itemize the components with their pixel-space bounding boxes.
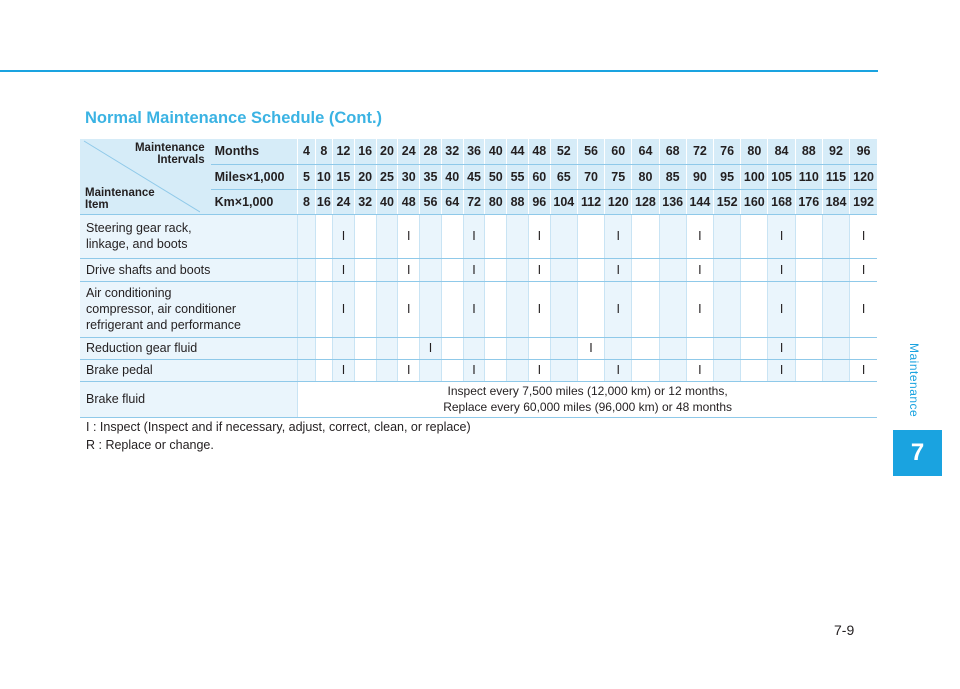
schedule-cell: I bbox=[398, 281, 420, 337]
schedule-cell bbox=[714, 337, 741, 359]
schedule-cell bbox=[659, 258, 686, 281]
schedule-cell bbox=[550, 337, 577, 359]
interval-value: 36 bbox=[463, 139, 485, 164]
schedule-cell bbox=[550, 281, 577, 337]
schedule-cell bbox=[577, 281, 604, 337]
schedule-cell: I bbox=[577, 337, 604, 359]
schedule-cell: I bbox=[768, 258, 795, 281]
schedule-cell bbox=[420, 214, 442, 258]
interval-value: 60 bbox=[605, 139, 632, 164]
table-row bbox=[80, 258, 877, 281]
interval-value: 16 bbox=[354, 139, 376, 164]
schedule-cell bbox=[659, 337, 686, 359]
schedule-cell: I bbox=[398, 258, 420, 281]
schedule-cell bbox=[795, 359, 822, 381]
interval-value: 40 bbox=[441, 164, 463, 189]
schedule-cell bbox=[795, 337, 822, 359]
schedule-cell: I bbox=[463, 359, 485, 381]
interval-value: 72 bbox=[463, 189, 485, 214]
maintenance-item-name: Brake fluid bbox=[80, 381, 298, 417]
schedule-cell: I bbox=[333, 359, 355, 381]
schedule-cell bbox=[485, 359, 507, 381]
schedule-cell bbox=[822, 281, 849, 337]
schedule-cell: I bbox=[463, 258, 485, 281]
schedule-cell bbox=[354, 281, 376, 337]
interval-value: 24 bbox=[333, 189, 355, 214]
schedule-cell: I bbox=[605, 214, 632, 258]
table-row bbox=[80, 381, 877, 417]
interval-value: 110 bbox=[795, 164, 822, 189]
interval-value: 100 bbox=[741, 164, 768, 189]
schedule-cell: I bbox=[333, 281, 355, 337]
schedule-cell bbox=[507, 214, 529, 258]
schedule-cell: I bbox=[768, 214, 795, 258]
maintenance-item-name: Steering gear rack, linkage, and boots bbox=[80, 214, 298, 258]
interval-value: 50 bbox=[485, 164, 507, 189]
interval-value: 24 bbox=[398, 139, 420, 164]
schedule-cell bbox=[795, 258, 822, 281]
schedule-cell bbox=[354, 214, 376, 258]
interval-value: 52 bbox=[550, 139, 577, 164]
schedule-cell bbox=[632, 337, 659, 359]
interval-value: 5 bbox=[298, 164, 315, 189]
schedule-cell bbox=[507, 281, 529, 337]
interval-value: 136 bbox=[659, 189, 686, 214]
interval-value: 80 bbox=[741, 139, 768, 164]
schedule-cell: I bbox=[768, 337, 795, 359]
schedule-cell bbox=[376, 258, 398, 281]
top-rule bbox=[0, 70, 878, 72]
schedule-cell bbox=[577, 258, 604, 281]
table-row bbox=[80, 337, 877, 359]
schedule-cell bbox=[298, 214, 315, 258]
page-title: Normal Maintenance Schedule (Cont.) bbox=[85, 109, 383, 127]
schedule-cell bbox=[354, 337, 376, 359]
interval-value: 8 bbox=[315, 139, 332, 164]
interval-value: 96 bbox=[850, 139, 877, 164]
interval-value: 144 bbox=[686, 189, 713, 214]
schedule-cell bbox=[741, 359, 768, 381]
schedule-cell bbox=[507, 359, 529, 381]
schedule-cell bbox=[398, 337, 420, 359]
schedule-cell bbox=[315, 214, 332, 258]
schedule-cell bbox=[714, 359, 741, 381]
schedule-cell bbox=[354, 258, 376, 281]
schedule-cell bbox=[659, 359, 686, 381]
interval-value: 48 bbox=[398, 189, 420, 214]
schedule-cell bbox=[420, 359, 442, 381]
schedule-cell: I bbox=[605, 359, 632, 381]
schedule-cell bbox=[577, 214, 604, 258]
schedule-cell bbox=[376, 337, 398, 359]
interval-value: 120 bbox=[605, 189, 632, 214]
interval-value: 104 bbox=[550, 189, 577, 214]
interval-value: 45 bbox=[463, 164, 485, 189]
schedule-cell: I bbox=[528, 281, 550, 337]
schedule-cell: I bbox=[768, 281, 795, 337]
schedule-cell bbox=[528, 337, 550, 359]
interval-value: 75 bbox=[605, 164, 632, 189]
interval-value: 44 bbox=[507, 139, 529, 164]
table-row bbox=[80, 359, 877, 381]
interval-row-label: Months bbox=[211, 139, 298, 164]
interval-value: 68 bbox=[659, 139, 686, 164]
schedule-cell: I bbox=[605, 258, 632, 281]
item-label: Maintenance Item bbox=[85, 186, 155, 211]
schedule-cell: I bbox=[528, 214, 550, 258]
interval-value: 65 bbox=[550, 164, 577, 189]
schedule-cell bbox=[376, 281, 398, 337]
schedule-cell bbox=[485, 258, 507, 281]
interval-value: 84 bbox=[768, 139, 795, 164]
table-row bbox=[80, 281, 877, 337]
schedule-cell bbox=[485, 337, 507, 359]
schedule-cell bbox=[795, 281, 822, 337]
schedule-cell bbox=[822, 359, 849, 381]
schedule-cell bbox=[441, 214, 463, 258]
table-row bbox=[80, 214, 877, 258]
schedule-cell bbox=[485, 214, 507, 258]
maintenance-item-name: Brake pedal bbox=[80, 359, 298, 381]
schedule-cell: I bbox=[605, 281, 632, 337]
schedule-cell bbox=[605, 337, 632, 359]
interval-value: 40 bbox=[376, 189, 398, 214]
schedule-cell bbox=[376, 214, 398, 258]
interval-value: 192 bbox=[850, 189, 877, 214]
interval-row-label: Miles×1,000 bbox=[211, 164, 298, 189]
schedule-cell bbox=[632, 258, 659, 281]
schedule-cell bbox=[354, 359, 376, 381]
interval-value: 70 bbox=[577, 164, 604, 189]
interval-value: 25 bbox=[376, 164, 398, 189]
schedule-cell: I bbox=[686, 359, 713, 381]
schedule-cell bbox=[822, 337, 849, 359]
interval-value: 56 bbox=[577, 139, 604, 164]
schedule-cell bbox=[376, 359, 398, 381]
interval-value: 55 bbox=[507, 164, 529, 189]
schedule-cell: I bbox=[686, 281, 713, 337]
schedule-cell bbox=[686, 337, 713, 359]
schedule-cell: I bbox=[850, 359, 877, 381]
interval-value: 40 bbox=[485, 139, 507, 164]
schedule-cell: I bbox=[686, 214, 713, 258]
interval-value: 72 bbox=[686, 139, 713, 164]
schedule-cell bbox=[507, 337, 529, 359]
schedule-cell bbox=[441, 281, 463, 337]
interval-value: 28 bbox=[420, 139, 442, 164]
schedule-cell bbox=[298, 337, 315, 359]
schedule-cell bbox=[420, 258, 442, 281]
schedule-cell bbox=[550, 359, 577, 381]
interval-value: 92 bbox=[822, 139, 849, 164]
interval-value: 20 bbox=[376, 139, 398, 164]
interval-value: 56 bbox=[420, 189, 442, 214]
schedule-cell bbox=[795, 214, 822, 258]
section-tab-label: Maintenance bbox=[907, 342, 921, 418]
interval-value: 30 bbox=[398, 164, 420, 189]
interval-value: 184 bbox=[822, 189, 849, 214]
schedule-cell: I bbox=[686, 258, 713, 281]
interval-value: 88 bbox=[795, 139, 822, 164]
schedule-cell bbox=[550, 214, 577, 258]
schedule-cell: I bbox=[528, 258, 550, 281]
interval-value: 12 bbox=[333, 139, 355, 164]
maintenance-schedule-table bbox=[80, 139, 877, 418]
intervals-label: Maintenance Intervals bbox=[134, 142, 205, 166]
schedule-cell bbox=[632, 359, 659, 381]
schedule-cell bbox=[822, 258, 849, 281]
schedule-cell bbox=[659, 281, 686, 337]
interval-value: 128 bbox=[632, 189, 659, 214]
schedule-cell: I bbox=[398, 359, 420, 381]
interval-value: 32 bbox=[441, 139, 463, 164]
schedule-cell: I bbox=[333, 258, 355, 281]
schedule-cell: I bbox=[420, 337, 442, 359]
schedule-cell bbox=[315, 281, 332, 337]
schedule-cell bbox=[850, 337, 877, 359]
schedule-cell bbox=[315, 258, 332, 281]
interval-value: 76 bbox=[714, 139, 741, 164]
interval-row-label: Km×1,000 bbox=[211, 189, 298, 214]
schedule-cell bbox=[441, 359, 463, 381]
interval-value: 112 bbox=[577, 189, 604, 214]
schedule-cell: I bbox=[850, 258, 877, 281]
schedule-cell bbox=[822, 214, 849, 258]
schedule-cell: I bbox=[333, 214, 355, 258]
schedule-cell bbox=[577, 359, 604, 381]
interval-value: 20 bbox=[354, 164, 376, 189]
schedule-cell: I bbox=[768, 359, 795, 381]
schedule-cell bbox=[485, 281, 507, 337]
interval-value: 64 bbox=[632, 139, 659, 164]
schedule-cell bbox=[441, 337, 463, 359]
interval-value: 8 bbox=[298, 189, 315, 214]
interval-value: 88 bbox=[507, 189, 529, 214]
schedule-cell bbox=[298, 359, 315, 381]
schedule-cell bbox=[741, 214, 768, 258]
schedule-cell bbox=[741, 258, 768, 281]
maintenance-item-name: Drive shafts and boots bbox=[80, 258, 298, 281]
interval-value: 168 bbox=[768, 189, 795, 214]
interval-value: 80 bbox=[485, 189, 507, 214]
maintenance-item-name: Air conditioning compressor, air conditioner refrigerant and performance bbox=[80, 281, 298, 337]
schedule-cell bbox=[632, 214, 659, 258]
interval-value: 176 bbox=[795, 189, 822, 214]
interval-value: 95 bbox=[714, 164, 741, 189]
interval-value: 90 bbox=[686, 164, 713, 189]
schedule-cell bbox=[632, 281, 659, 337]
page-number: 7-9 bbox=[834, 622, 855, 638]
interval-value: 16 bbox=[315, 189, 332, 214]
schedule-cell bbox=[315, 337, 332, 359]
schedule-cell bbox=[333, 337, 355, 359]
schedule-cell bbox=[463, 337, 485, 359]
schedule-cell bbox=[550, 258, 577, 281]
schedule-cell bbox=[741, 281, 768, 337]
schedule-cell bbox=[507, 258, 529, 281]
schedule-cell bbox=[420, 281, 442, 337]
interval-value: 85 bbox=[659, 164, 686, 189]
interval-value: 15 bbox=[333, 164, 355, 189]
schedule-cell bbox=[298, 258, 315, 281]
schedule-cell: I bbox=[463, 214, 485, 258]
interval-value: 115 bbox=[822, 164, 849, 189]
schedule-cell bbox=[298, 281, 315, 337]
interval-value: 80 bbox=[632, 164, 659, 189]
header-diagonal-cell bbox=[80, 139, 211, 214]
legend-inspect: I : Inspect (Inspect and if necessary, adjust, correct, clean, or replace) bbox=[86, 420, 471, 434]
chapter-number: 7 bbox=[893, 430, 942, 476]
schedule-cell: I bbox=[398, 214, 420, 258]
schedule-cell: I bbox=[850, 214, 877, 258]
interval-value: 96 bbox=[528, 189, 550, 214]
interval-value: 60 bbox=[528, 164, 550, 189]
schedule-cell: I bbox=[850, 281, 877, 337]
maintenance-item-name: Reduction gear fluid bbox=[80, 337, 298, 359]
interval-value: 64 bbox=[441, 189, 463, 214]
interval-value: 120 bbox=[850, 164, 877, 189]
schedule-cell bbox=[714, 258, 741, 281]
interval-value: 32 bbox=[354, 189, 376, 214]
interval-value: 105 bbox=[768, 164, 795, 189]
schedule-cell bbox=[659, 214, 686, 258]
interval-value: 4 bbox=[298, 139, 315, 164]
schedule-cell: I bbox=[463, 281, 485, 337]
schedule-cell bbox=[741, 337, 768, 359]
brake-fluid-note: Inspect every 7,500 miles (12,000 km) or 12 months, Replace every 60,000 miles (96,000 km) or 48 months bbox=[298, 381, 877, 417]
interval-value: 10 bbox=[315, 164, 332, 189]
interval-value: 160 bbox=[741, 189, 768, 214]
schedule-cell bbox=[315, 359, 332, 381]
schedule-cell bbox=[441, 258, 463, 281]
legend-replace: R : Replace or change. bbox=[86, 438, 214, 452]
interval-value: 35 bbox=[420, 164, 442, 189]
interval-value: 152 bbox=[714, 189, 741, 214]
schedule-cell bbox=[714, 281, 741, 337]
interval-value: 48 bbox=[528, 139, 550, 164]
schedule-cell: I bbox=[528, 359, 550, 381]
schedule-cell bbox=[714, 214, 741, 258]
